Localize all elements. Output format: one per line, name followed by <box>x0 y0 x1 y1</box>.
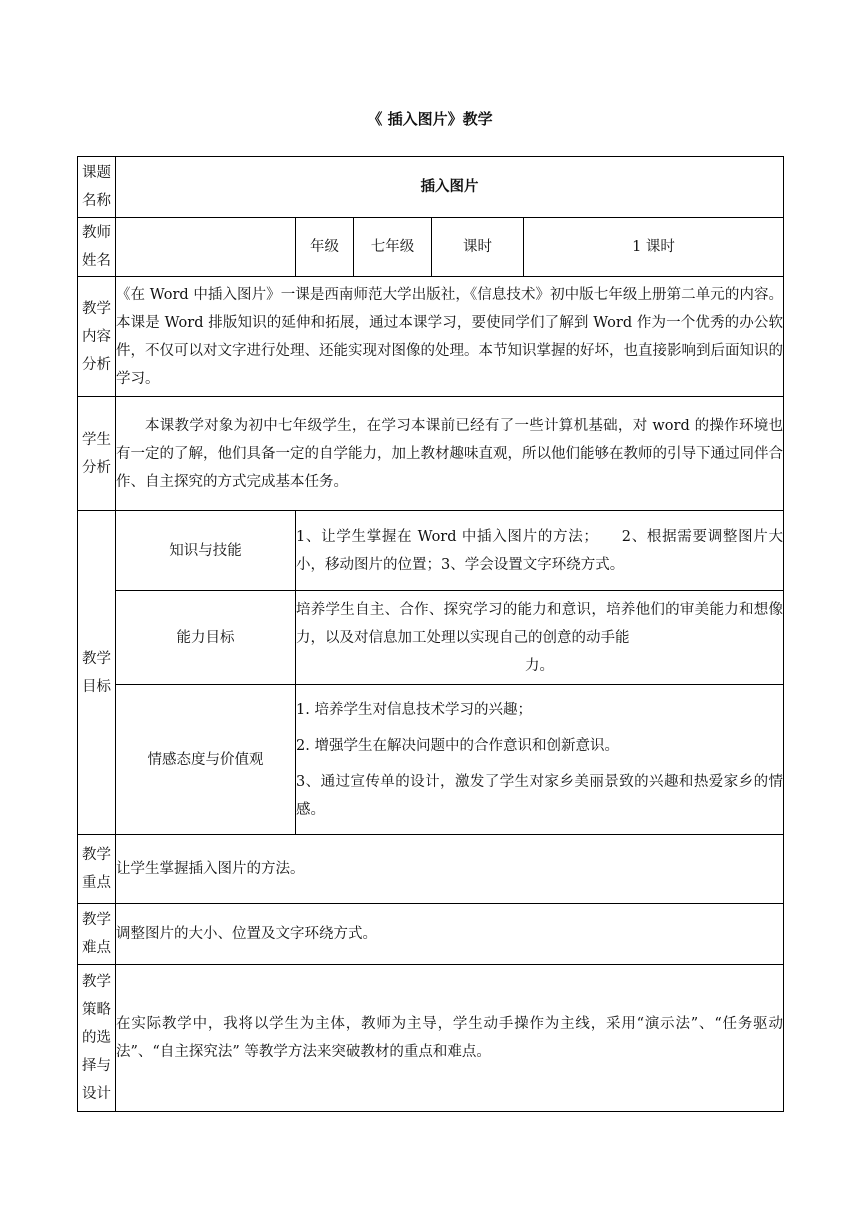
row-content-analysis <box>78 277 784 397</box>
row-difficulty <box>78 904 784 965</box>
ability-label: 能力目标 <box>116 591 296 685</box>
label-objectives: 教学目标 <box>78 511 116 835</box>
row-objective-ability <box>78 591 784 685</box>
ability-text: 培养学生自主、合作、探究学习的能力和意识，培养他们的审美能力和想像力，以及对信息加工处理以实现自己的创意的动手能 <box>296 601 784 646</box>
label-teacher: 教师姓名 <box>78 218 116 277</box>
row-topic <box>78 157 784 218</box>
emotion-cell <box>296 685 784 835</box>
knowledge-label: 知识与技能 <box>116 511 296 591</box>
row-objective-emotion <box>78 685 784 835</box>
emotion-label: 情感态度与价值观 <box>116 685 296 835</box>
period-value: 1 课时 <box>524 218 784 277</box>
label-student-analysis: 学生分析 <box>78 397 116 511</box>
document-title: 《 插入图片》教学 <box>367 110 493 128</box>
lesson-plan-table <box>77 156 784 1112</box>
topic-value: 插入图片 <box>116 157 784 218</box>
row-teacher <box>78 218 784 277</box>
row-student-analysis <box>78 397 784 511</box>
content-analysis-text: 《在 Word 中插入图片》一课是西南师范大学出版社，《信息技术》初中版七年级上册第二单元的内容。本课是 Word 排版知识的延伸和拓展，通过本课学习，要使同学们了解到 Word 作为一个优秀的办公软件，不仅可以对文字进行处理、还能实现对图像的处理。本节知识掌握的好坏，也直接影响到后面知识的学习。 <box>116 277 784 397</box>
key-point-text: 让学生掌握插入图片的方法。 <box>116 835 784 904</box>
row-objective-knowledge <box>78 511 784 591</box>
label-strategy: 教学策略的选择与设计 <box>78 965 116 1112</box>
ability-text-tail: 力。 <box>525 657 554 674</box>
grade-label: 年级 <box>296 218 354 277</box>
label-difficulty: 教学难点 <box>78 904 116 965</box>
grade-value: 七年级 <box>354 218 432 277</box>
row-key-point <box>78 835 784 904</box>
label-topic: 课题名称 <box>78 157 116 218</box>
teacher-name <box>116 218 296 277</box>
emotion-item: 3、通过宣传单的设计，激发了学生对家乡美丽景致的兴趣和热爱家乡的情感。 <box>296 773 784 818</box>
label-content-analysis: 教学内容分析 <box>78 277 116 397</box>
emotion-item: 1. 培养学生对信息技术学习的兴趣； <box>296 701 532 718</box>
difficulty-text: 调整图片的大小、位置及文字环绕方式。 <box>116 904 784 965</box>
emotion-item: 2. 增强学生在解决问题中的合作意识和创新意识。 <box>296 737 619 754</box>
knowledge-text: 1、让学生掌握在 Word 中插入图片的方法； 2、根据需要调整图片大小，移动图片的位置；3、学会设置文字环绕方式。 <box>296 511 784 591</box>
period-label: 课时 <box>432 218 524 277</box>
ability-cell <box>296 591 784 685</box>
student-analysis-text: 本课教学对象为初中七年级学生，在学习本课前已经有了一些计算机基础，对 word 的操作环境也有一定的了解，他们具备一定的自学能力，加上教材趣味直观，所以他们能够在教师的引导下通过同伴合作、自主探究的方式完成基本任务。 <box>116 397 784 511</box>
row-strategy <box>78 965 784 1112</box>
label-key-point: 教学重点 <box>78 835 116 904</box>
strategy-text: 在实际教学中，我将以学生为主体，教师为主导，学生动手操作为主线，采用“演示法”、“任务驱动法”、“自主探究法” 等教学方法来突破教材的重点和难点。 <box>116 965 784 1112</box>
